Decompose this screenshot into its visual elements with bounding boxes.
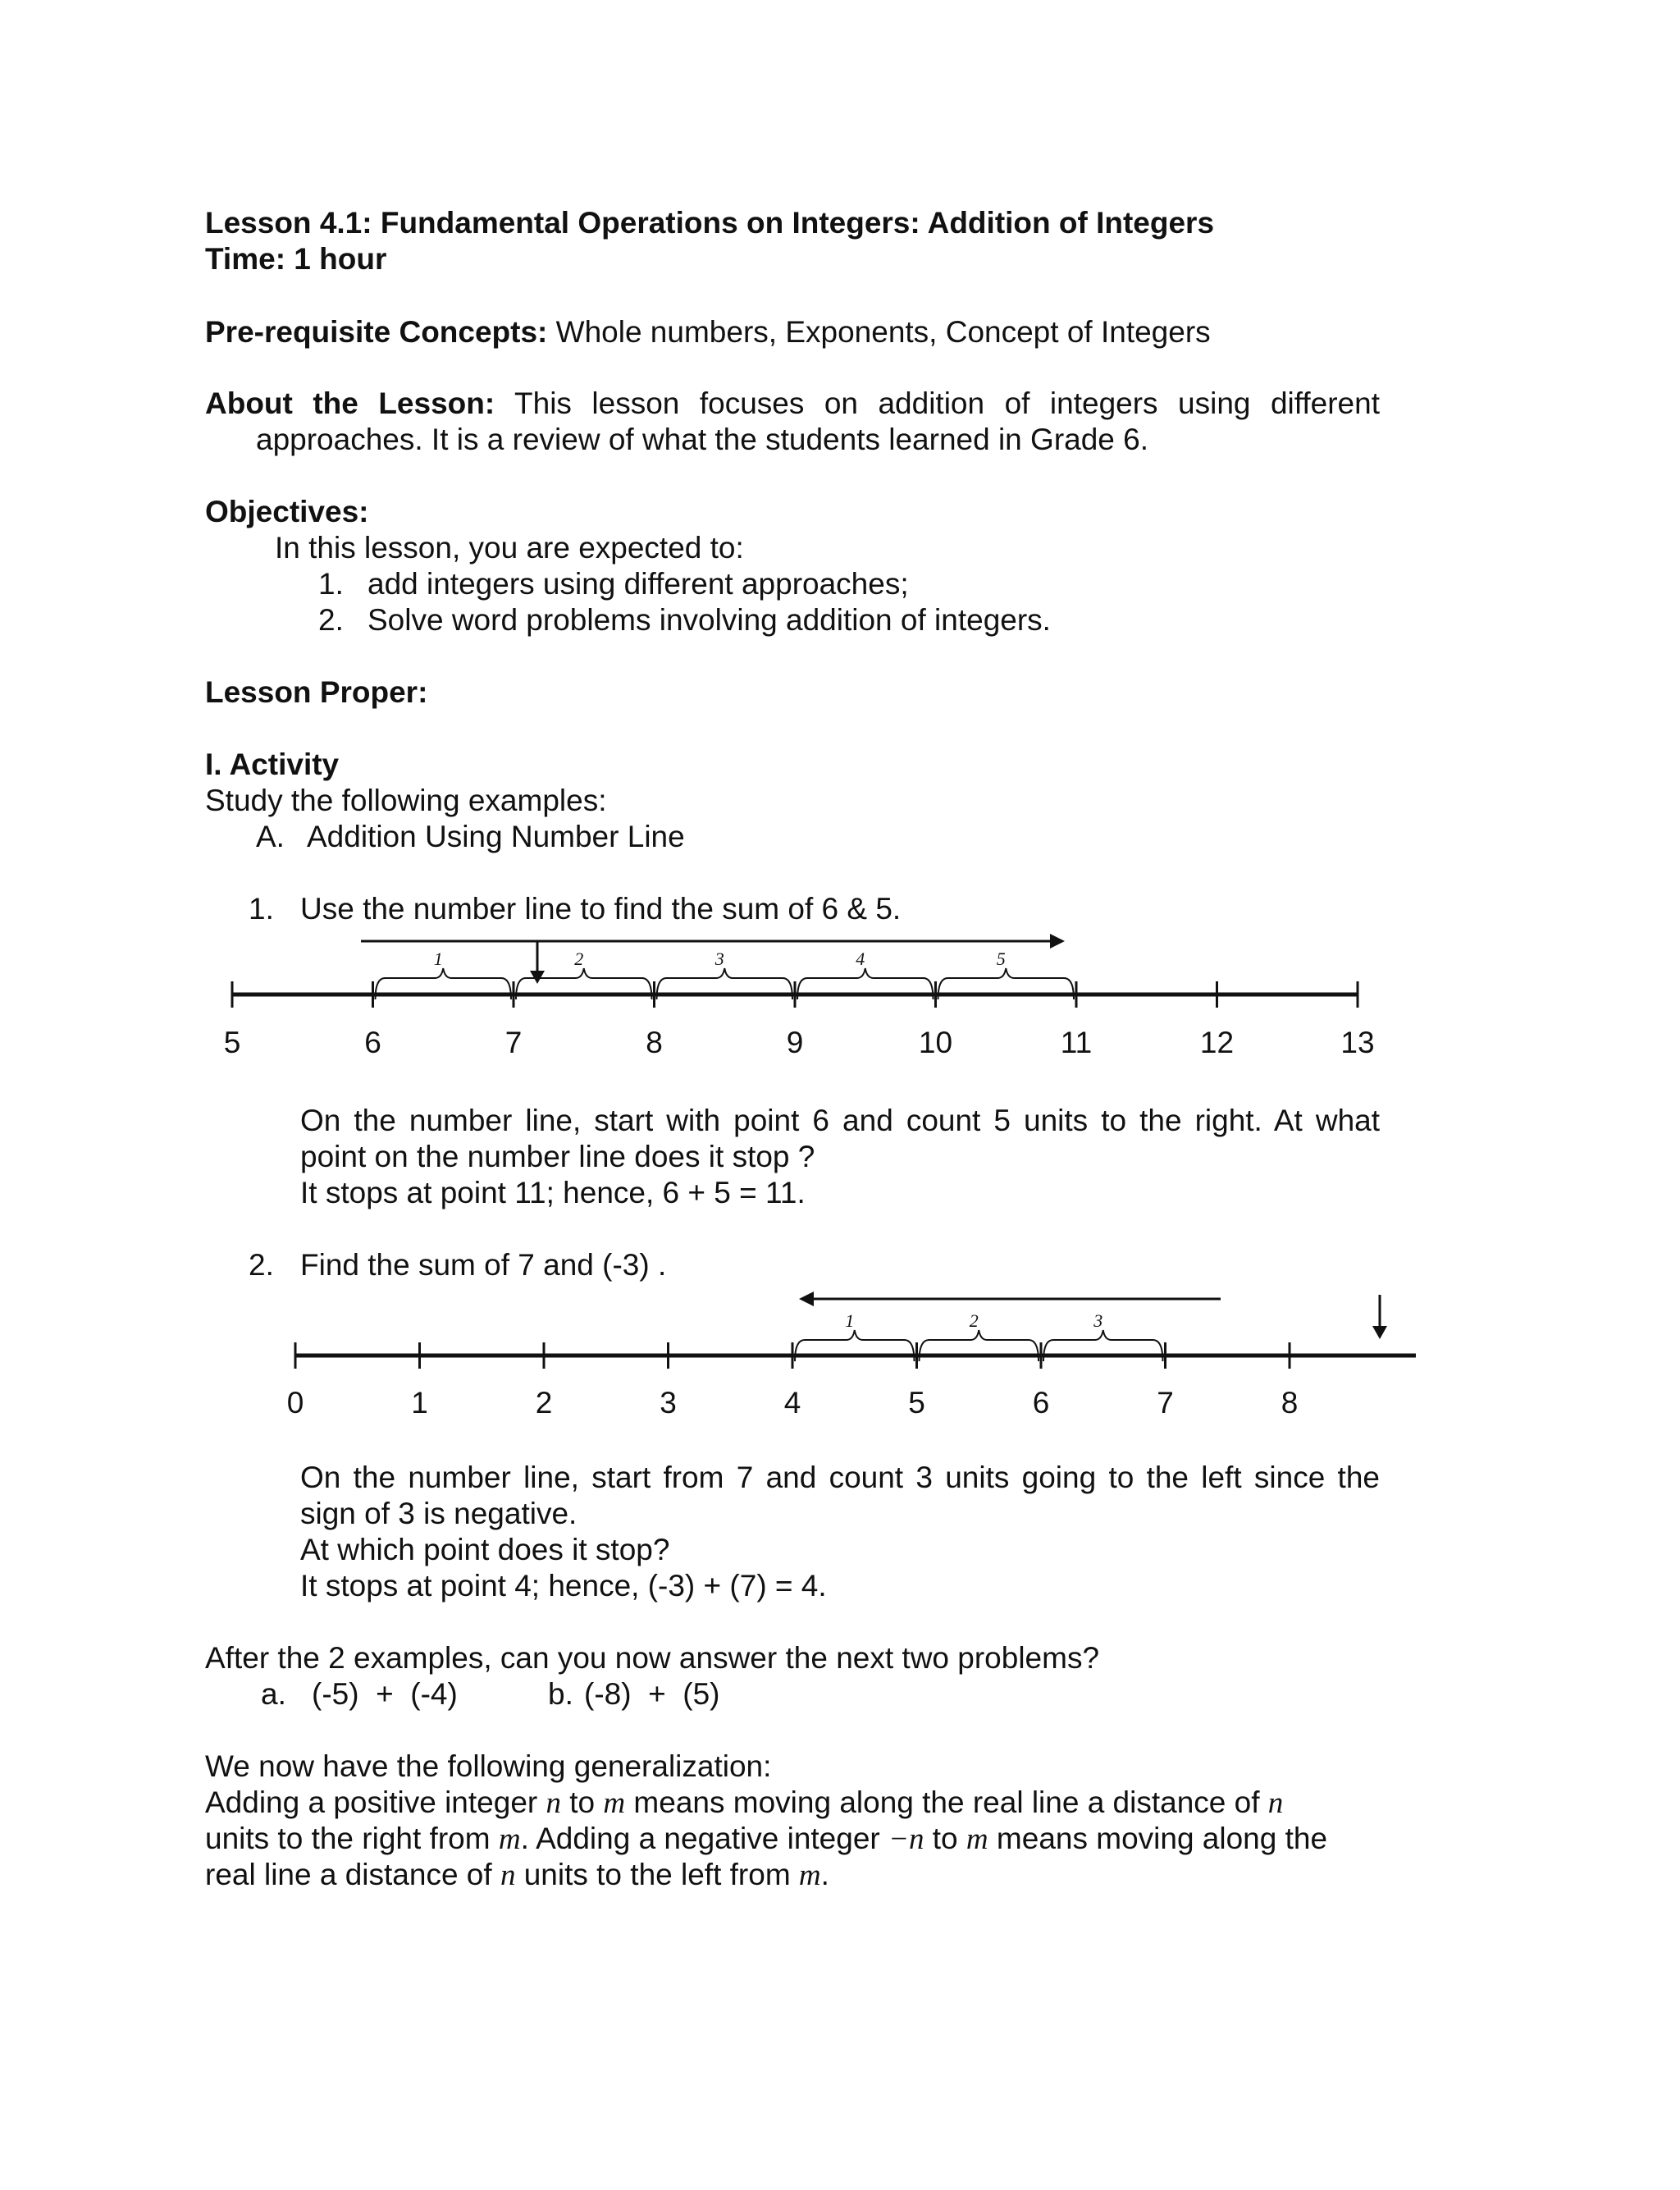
gen-var-neg-n: −n [888,1822,924,1856]
direction-arrow-head [799,1292,814,1306]
tick-label: 5 [223,1026,241,1059]
tick-label: 0 [286,1386,304,1420]
tick-label: 1 [411,1386,428,1420]
lesson-proper-heading: Lesson Proper: [205,675,428,709]
example1-explanation-line2: point on the number line does it stop ? [300,1140,815,1173]
number-line-1 [0,919,1680,1075]
example1-explanation-line1: On the number line, start with point 6 and count 5 units to the right. At what [300,1104,1380,1137]
gen-text: units to the right from [205,1822,499,1855]
practice-b-label: b. [548,1677,573,1711]
gen-text: means moving along the [988,1822,1328,1855]
count-label: 1 [845,1310,855,1331]
tick-label: 11 [1060,1026,1093,1059]
gen-text: means moving along the real line a distance of [625,1785,1268,1819]
tick-label: 4 [783,1386,801,1420]
subsection-label: A. [256,820,285,853]
tick-label: 9 [786,1026,804,1059]
direction-arrow-head [1050,934,1065,949]
count-label: 2 [574,949,584,969]
tick-label: 8 [1281,1386,1299,1420]
objective-2-number: 2. [318,603,344,637]
example2-question: At which point does it stop? [300,1533,670,1566]
tick-label: 6 [1032,1386,1050,1420]
gen-text: real line a distance of [205,1858,500,1891]
objective-2-text: Solve word problems involving addition of integers. [368,603,1051,637]
tick-label: 8 [646,1026,663,1059]
about-text: This lesson focuses on addition of integers using different [514,386,1380,420]
count-label: 4 [856,949,865,969]
tick-label: 13 [1340,1026,1375,1059]
subsection-title: Addition Using Number Line [307,820,685,853]
gen-var-n: n [1267,1786,1284,1820]
about-line2: approaches. It is a review of what the students learned in Grade 6. [256,423,1149,456]
prerequisite-label: Pre-requisite Concepts: [205,315,548,349]
practice-intro: After the 2 examples, can you now answer the next two problems? [205,1641,1100,1675]
tick-label: 3 [660,1386,677,1420]
count-label: 2 [969,1310,979,1331]
example2-explanation-line2: sign of 3 is negative. [300,1497,578,1530]
gen-text: . [820,1858,829,1891]
gen-var-m: m [798,1859,821,1892]
example1-number: 1. [249,892,274,926]
example2-prompt: Find the sum of 7 and (-3) . [300,1248,667,1282]
prerequisite-text: Whole numbers, Exponents, Concept of Integers [555,315,1211,349]
gen-text: to [561,1785,604,1819]
prerequisite-line [205,314,1211,350]
practice-a-label: a. [261,1677,286,1711]
number-line-1-group [224,934,1375,1059]
tick-label: 2 [535,1386,553,1420]
tick-label: 12 [1199,1026,1235,1059]
gen-var-m: m [498,1822,521,1856]
activity-intro: Study the following examples: [205,784,607,817]
gen-var-n: n [546,1786,561,1820]
lesson-title: Lesson 4.1: Fundamental Operations on Integers: Addition of Integers [205,206,1215,240]
count-label: 3 [1093,1310,1103,1331]
gen-var-m: m [603,1786,626,1820]
marker-arrow-head [1372,1326,1387,1339]
example1-answer: It stops at point 11; hence, 6 + 5 = 11. [300,1176,806,1209]
objectives-heading: Objectives: [205,495,369,528]
practice-a-expression: (-5) + (-4) [312,1677,458,1711]
objective-1-number: 1. [318,567,344,601]
tick-label: 7 [504,1026,523,1059]
number-line-2 [0,1280,1680,1436]
gen-var-n: n [500,1859,516,1892]
generalization-line1 [205,1785,1283,1822]
count-label: 3 [714,949,724,969]
tick-label: 10 [918,1026,953,1059]
generalization-intro: We now have the following generalization: [205,1749,772,1783]
practice-b-expression: (-8) + (5) [584,1677,720,1711]
tick-label: 6 [364,1026,381,1059]
number-line-2-group [287,1292,1416,1420]
about-line1 [205,386,1380,422]
count-label: 1 [433,949,443,969]
about-label: About the Lesson: [205,386,495,420]
tick-label: 5 [908,1386,925,1420]
count-label: 5 [996,949,1006,969]
example2-number: 2. [249,1248,274,1282]
example1-prompt: Use the number line to find the sum of 6 & 5. [300,892,902,926]
gen-text: Adding a positive integer [205,1785,546,1819]
activity-heading: I. Activity [205,748,340,781]
generalization-line2 [205,1821,1327,1858]
tick-label: 7 [1157,1386,1174,1420]
gen-var-m: m [966,1822,988,1856]
gen-text: . Adding a negative integer [520,1822,889,1855]
gen-text: units to the left from [515,1858,799,1891]
example2-answer: It stops at point 4; hence, (-3) + (7) = 4. [300,1569,827,1602]
objective-1-text: add integers using different approaches; [368,567,909,601]
gen-text: to [924,1822,966,1855]
lesson-time: Time: 1 hour [205,242,387,276]
objectives-intro: In this lesson, you are expected to: [275,531,744,565]
generalization-line3 [205,1857,829,1894]
example2-explanation-line1: On the number line, start from 7 and count 3 units going to the left since the [300,1461,1380,1494]
